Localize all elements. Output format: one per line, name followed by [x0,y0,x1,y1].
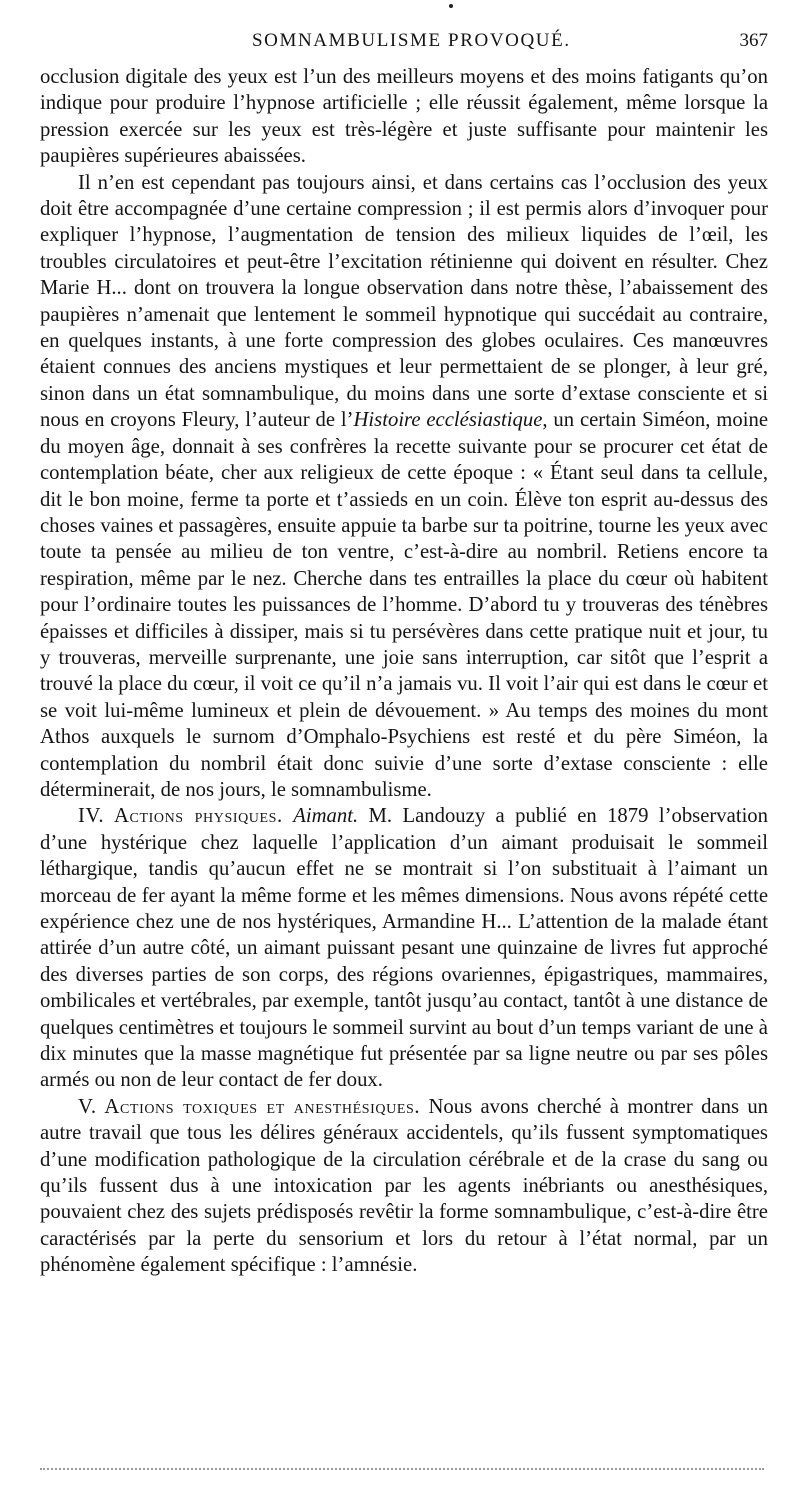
page-number: 367 [739,30,768,51]
paragraph-text: , un certain Siméon, moine du moyen âge, donnait à ses confrères la recette suivante pour se procurer cet état de contemplation béate, cher aux religieux de cette époque : « Étant seul dans ta cellule, dit le bon moine, ferme ta porte et t’assieds en un coin. Élève ton esprit au-dessus des choses vaines et passagères, ensuite appuie ta barbe sur ta poitrine, tourne les yeux avec toute ta pensée au milieu de ton ventre, c’est-à-dire au nombril. Retiens encore ta respiration, même par le nez. Cherche dans tes entrailles la place du cœur où habitent pour l’ordinaire toutes les puissances de l’homme. D’abord tu y trouveras des ténèbres épaisses et difficiles à dissiper, mais si tu persévères dans cette pratique nuit et jour, tu y trouveras, merveille surprenante, une joie sans interruption, car sitôt que l’esprit a trouvé la place du cœur, il voit ce qu’il n’a jamais vu. Il voit l’air qui est dans le cœur et se voit lui-même lumineux et plein de dévouement. » Au temps des moines du mont Athos auxquels le surnom d’Omphalo-Psychiens est resté et du père Siméon, la contemplation du nombril était donc suivie d’une sorte d’extase consciente : elle déterminerait, de nos jours, le somnambulisme. [40,409,768,801]
footer-dotted-rule [40,1468,764,1470]
printer-mark [449,4,453,8]
section-heading: IV. Actions physiques. [78,805,283,828]
section-heading: V. Actions toxiques et anesthésiques. [78,1095,421,1118]
paragraph-text: occlusion digitale des yeux est l’un des meilleurs moyens et des moins fatigants qu’on indique pour produire l’hypnose artificielle ; elle réussit également, même lorsque la pression exercée sur les yeux est très-légère et juste suffisante pour maintenir les paupières supérieures abaissées. [40,66,768,168]
paragraph-text: Il n’en est cependant pas toujours ainsi, et dans certains cas l’occlusion des yeux doit être accompagnée d’une certaine compression ; il est permis alors d’invoquer pour expliquer l’hypnose, l’augmentation de tension des milieux liquides de l’œil, les troubles circulatoires et peut-être l’excitation rétinienne qui doivent en résulter. Chez Marie H... dont on trouvera la longue observation dans notre thèse, l’abaissement des paupières n’amenait que lentement le sommeil hypnotique qui succédait au contraire, en quelques instants, à une forte compression des globes oculaires. Ces manœuvres étaient connues des anciens mystiques et leur permettaient de se plonger, à leur gré, sinon dans un état somnambulique, du moins dans une sorte d’extase consciente et si nous en croyons Fleury, l’auteur de l’ [40,171,768,432]
paragraph-text: M. Landouzy a publié en 1879 l’observation d’une hystérique chez laquelle l’application d’un aimant produisait le sommeil léthargique, tandis qu’aucun effet ne se montrait si l’on substituait à l’aimant un morceau de fer ayant la même forme et les mêmes dimensions. Nous avons répété cette expérience chez une de nos hystériques, Armandine H... L’attention de la malade étant attirée d’un autre côté, un aimant puissant pesant une quinzaine de livres fut approché des diverses parties de son corps, des régions ovariennes, épigastriques, mammaires, ombilicales et vertébrales, par exemple, tantôt jusqu’au contact, tantôt à une distance de quelques centimètres et toujours le sommeil survint au bout d’un temps variant de une à dix minutes que la masse magnétique fut présentée par sa ligne neutre ou par ses pôles armés ou non de leur contact de fer doux. [40,805,768,1092]
paragraph-text: Nous avons cherché à montrer dans un autre travail que tous les délires généraux accidentels, qu’ils fussent symptomatiques d’une modification pathologique de la circulation cérébrale et de la crase du sang ou qu’ils fussent dus à une intoxication par les agents inébriants ou anesthésiques, pouvaient chez des sujets prédisposés revêtir la forme somnambulique, c’est-à-dire être caractérisés par la perte du sensorium et lors du retour à l’état normal, par un phénomène également spécifique : l’amnésie. [40,1095,769,1277]
page-body [40,64,768,1279]
running-title: SOMNAMBULISME PROVOQUÉ. [252,30,571,51]
paragraph-eye-compression [40,170,768,804]
book-title: Histoire ecclésiastique [353,409,543,432]
page-header [40,30,768,58]
section-subheading: Aimant. [293,805,359,828]
paragraph-toxic-actions [40,1094,768,1279]
paragraph-physical-actions [40,803,768,1093]
paragraph-continued [40,64,768,170]
